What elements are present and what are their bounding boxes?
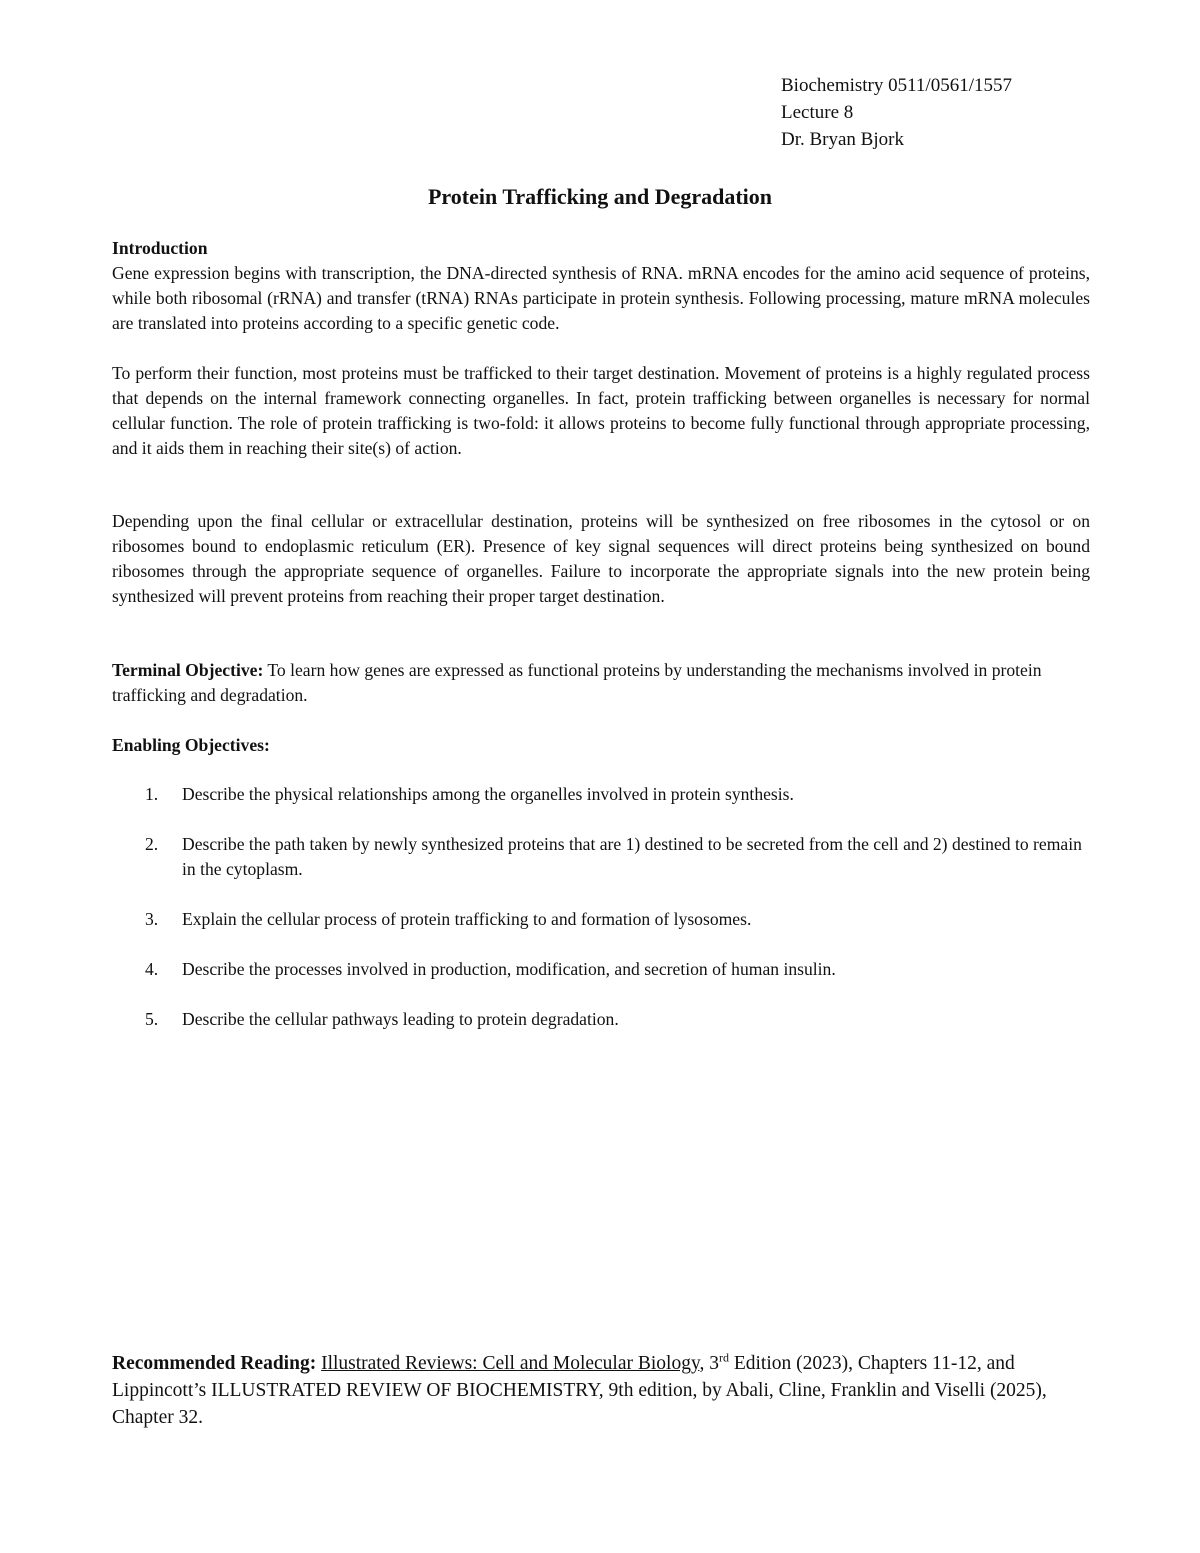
list-item-text: Describe the path taken by newly synthesized proteins that are 1) destined to be secreted from the cell and 2) destined to remain in the cytoplasm. [182,834,1082,879]
introduction-heading: Introduction [112,238,208,258]
list-item [112,832,1090,882]
introduction-paragraph-3: Depending upon the final cellular or extracellular destination, proteins will be synthesized on free ribosomes in the cytosol or on ribosomes bound to endoplasmic reticulum (ER). Presence of key signal sequences will direct proteins being synthesized on bound ribosomes through the appropriate sequence of organelles. Failure to incorporate the appropriate signals into the new protein being synthesized will prevent proteins from reaching their proper target destination. [112,511,1090,606]
lecture-number: Lecture 8 [781,102,854,123]
instructor-name: Dr. Bryan Bjork [781,129,904,150]
list-item [112,782,1090,807]
list-item [112,1007,1090,1032]
list-item-number: 2. [145,834,159,854]
list-item-text: Explain the cellular process of protein trafficking to and formation of lysosomes. [182,909,752,929]
list-item-text: Describe the physical relationships among the organelles involved in protein synthesis. [182,784,794,804]
introduction-paragraph-1: Gene expression begins with transcription, the DNA-directed synthesis of RNA. mRNA encodes for the amino acid sequence of proteins, while both ribosomal (rRNA) and transfer (tRNA) RNAs participate in protein synthesis. Following processing, mature mRNA molecules are translated into proteins according to a specific genetic code. [112,263,1090,333]
list-item-number: 3. [145,909,159,929]
book-title-cell-molecular-biology: Illustrated Reviews: Cell and Molecular Biology [321,1353,700,1374]
list-item-number: 1. [145,784,159,804]
recommended-reading [112,1350,1090,1431]
introduction-section [112,236,1090,336]
course-code: Biochemistry 0511/0561/1557 [781,75,1012,96]
list-item-number: 4. [145,959,159,979]
enabling-objectives-list [112,782,1090,1057]
recommended-reading-details: Edition (2023), Chapters 11-12, and Lippincott’s ILLUSTRATED REVIEW OF BIOCHEMISTRY, 9th edition, by Abali, Cline, Franklin and Viselli (2025), Chapter 32. [112,1353,1047,1428]
list-item-text: Describe the cellular pathways leading to protein degradation. [182,1009,619,1029]
terminal-objective-label: Terminal Objective: [112,660,264,680]
terminal-objective-text: To learn how genes are expressed as functional proteins by understanding the mechanisms involved in protein trafficking and degradation. [112,660,1042,705]
course-header [781,72,1012,153]
enabling-objectives-heading: Enabling Objectives: [112,735,270,755]
list-item [112,957,1090,982]
book-edition-number: , 3 [699,1353,719,1374]
document-title: Protein Trafficking and Degradation [427,184,773,209]
list-item [112,907,1090,932]
list-item-number: 5. [145,1009,159,1029]
edition-ordinal-suffix: rd [718,1350,729,1365]
recommended-reading-label: Recommended Reading: [112,1353,317,1374]
list-item-text: Describe the processes involved in production, modification, and secretion of human insulin. [182,959,836,979]
introduction-paragraph-2: To perform their function, most proteins must be trafficked to their target destination. Movement of proteins is a highly regulated process that depends on the internal framework connecting organelles. In fact, protein trafficking between organelles is necessary for normal cellular function. The role of protein trafficking is two-fold: it allows proteins to become fully functional through appropriate processing, and it aids them in reaching their site(s) of action. [112,363,1090,458]
terminal-objective [112,658,1090,708]
